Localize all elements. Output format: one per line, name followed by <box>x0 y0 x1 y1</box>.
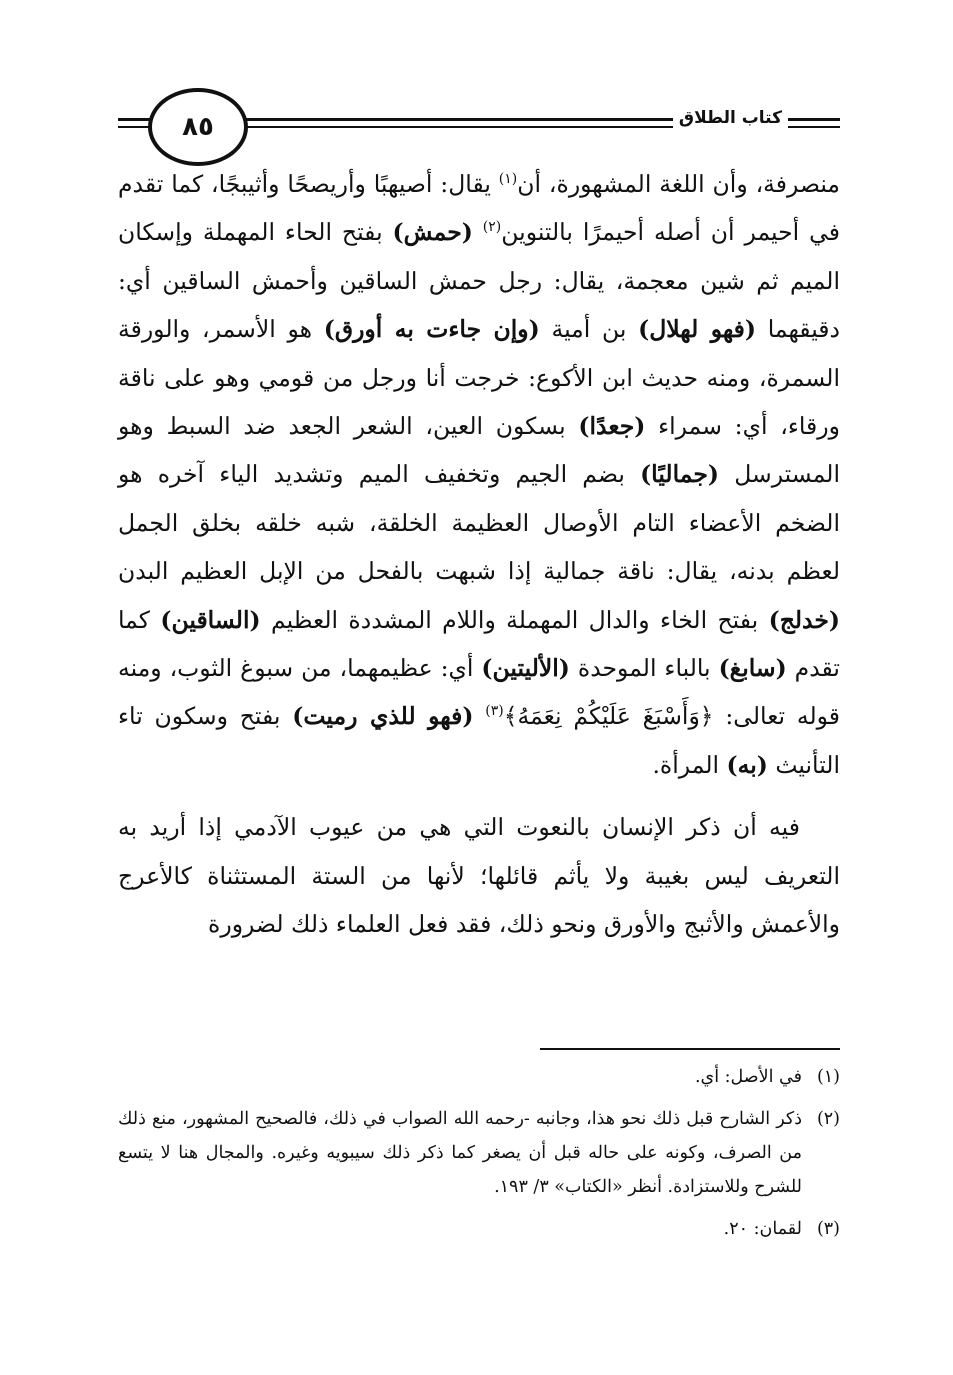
text-run: هو الأسمر، والورقة السمرة، ومنه حديث ابن الأكوع: خرجت أنا ورجل من قومي وهو على ناقة ورقاء، أي: سمراء <box>118 315 840 441</box>
quoted-term: (فهو للذي رميت) <box>292 702 474 731</box>
text-run: بفتح الخاء والدال المهملة واللام المشددة العظيم <box>260 605 769 634</box>
text-run: بفتح وسكون تاء التأنيث <box>118 702 840 779</box>
footnotes <box>118 1060 840 1254</box>
quoted-term: (جماليًا) <box>640 460 719 489</box>
quoted-term: (فهو لهلال) <box>638 315 757 344</box>
text-run: يقال: أصيهبًا وأريصحًا وأثيبجًا، كما تقدم في أحيمر أن أصله أحيمرًا بالتنوين <box>118 170 840 247</box>
footnote-separator <box>540 1048 840 1050</box>
quoted-term: (به) <box>726 750 768 779</box>
page-number: ٨٥ <box>148 88 248 166</box>
footnote-ref[interactable]: (٣) <box>485 703 504 720</box>
footnote-ref[interactable]: (١) <box>498 171 518 187</box>
text-run: أي: عظيمهما، من سبوغ الثوب، ومنه قوله تعالى: ﴿وَأَسْبَغَ عَلَيْكُمْ نِعَمَهُ﴾ <box>118 654 840 731</box>
running-title: كتاب الطلاق <box>673 108 788 128</box>
footnote-1 <box>118 1060 840 1094</box>
footnote-2 <box>118 1102 840 1204</box>
page-header <box>118 88 840 168</box>
footnote-number: (١) <box>816 1067 840 1087</box>
text-run: كما تقدم <box>118 605 840 683</box>
footnote-text: لقمان: ٢٠. <box>723 1219 802 1239</box>
quoted-term: (الساقين) <box>160 605 261 634</box>
footnote-ref[interactable]: (٢) <box>482 219 502 236</box>
text-run <box>473 702 485 730</box>
quoted-term: (جعدًا) <box>578 412 646 441</box>
text-run: المرأة. <box>652 750 727 779</box>
footnote-number: (٣) <box>816 1219 840 1239</box>
quoted-term: (وإن جاءت به أورق) <box>323 315 540 344</box>
paragraph-ruling: فيه أن ذكر الإنسان بالنعوت التي هي من عيوب الآدمي إذا أريد به التعريف ليس بغيبة ولا يأثم قائلها؛ لأنها من الستة المستثناة كالأعرج والأعمش والأثبج والأورق ونحو ذلك، فقد فعل العلماء ذلك لضرورة <box>118 813 840 939</box>
text-run: منصرفة، وأن اللغة المشهورة، أن <box>517 170 841 198</box>
footnote-text: في الأصل: أي. <box>694 1067 802 1087</box>
quoted-term: (حمش) <box>392 218 473 247</box>
footnote-3 <box>118 1212 840 1246</box>
body-text <box>118 160 840 949</box>
footnote-text: ذكر الشارح قبل ذلك نحو هذا، وجانبه -رحمه الله الصواب في ذلك، فالصحيح المشهور، منع ذلك من الصرف، وكونه على حاله قبل أن يصغر كما ذكر ذلك سيبويه وغيره. والمجال هنا لا يتسع للشرح وللاستزادة. أنظر «الكتاب» ٣/ ١٩٣. <box>118 1109 802 1197</box>
quoted-term: (الأليتين) <box>481 654 570 683</box>
footnote-number: (٢) <box>816 1109 840 1129</box>
text-run: بسكون العين، الشعر الجعد ضد السبط وهو المسترسل <box>118 412 840 489</box>
quoted-term: (خدلج) <box>768 605 841 634</box>
quoted-term: (سابغ) <box>718 654 787 683</box>
paragraph-commentary <box>118 160 840 789</box>
text-run <box>473 218 483 246</box>
text-run: بالباء الموحدة <box>569 654 719 683</box>
text-run: بضم الجيم وتخفيف الميم وتشديد الياء آخره هو الضخم الأعضاء التام الأوصال العظيمة الخلقة، شبه خلقه بخلق الجمل لعظم بدنه، يقال: ناقة جمالية إذا شبهت بالفحل من الإبل العظيم البدن <box>118 460 840 586</box>
text-run: بفتح الحاء المهملة وإسكان الميم ثم شين معجمة، يقال: رجل حمش الساقين وأحمش الساقين أي: دقيقهما <box>118 218 840 344</box>
text-run: بن أمية <box>539 315 639 344</box>
